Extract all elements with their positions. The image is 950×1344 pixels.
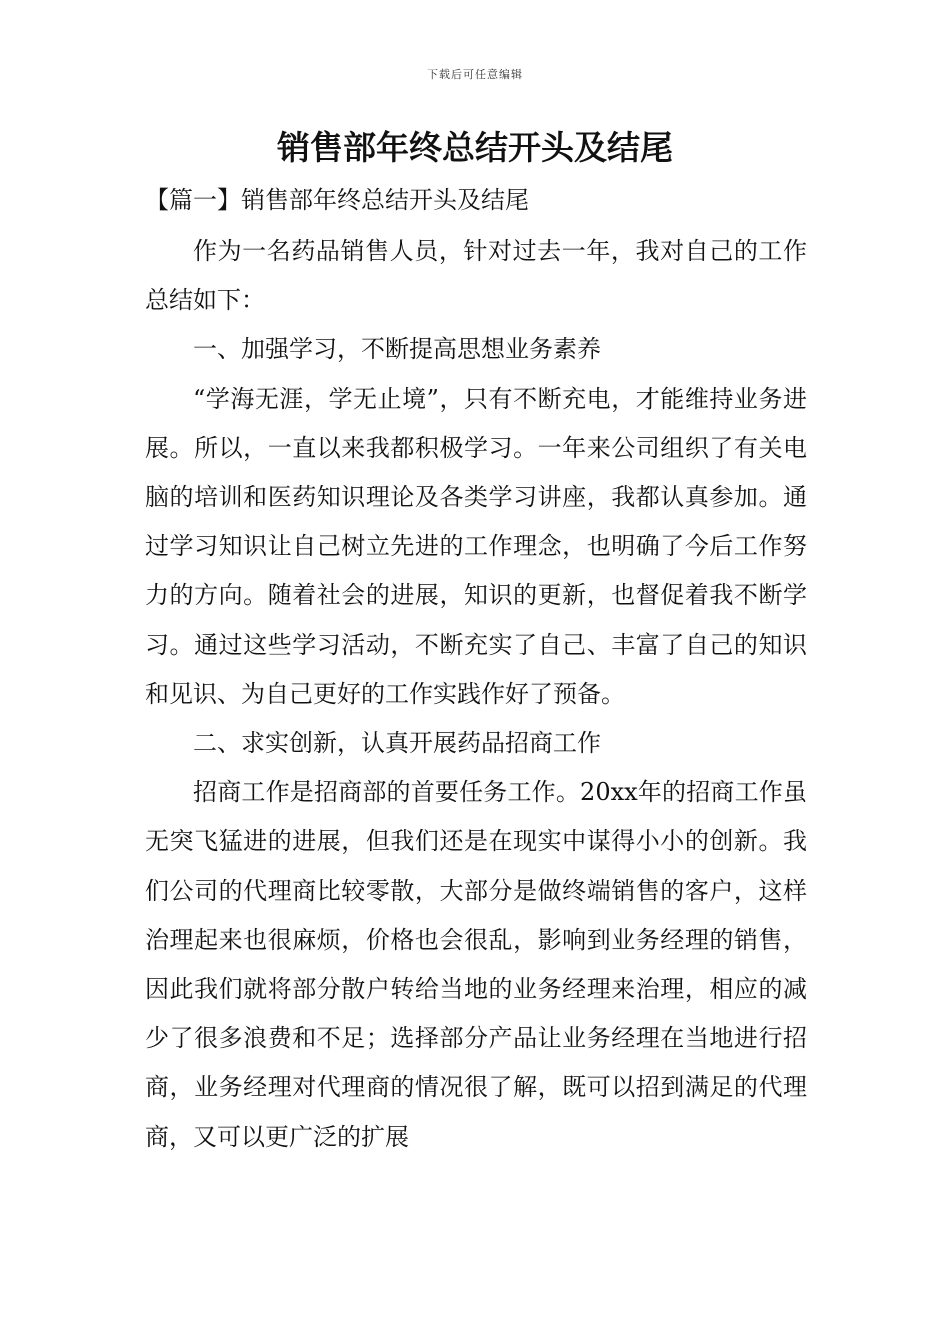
point-2-heading: 二、求实创新，认真开展药品招商工作 [193, 729, 601, 758]
point-2-paragraph: 招商工作是招商部的首要任务工作。20xx年的招商工作虽无突飞猛进的进展，但我们还是在现实中谋得小小的创新。我们公司的代理商比较零散，大部分是做终端销售的客户，这样治理起来也很麻烦，价格也会很乱，影响到业务经理的销售，因此我们就将部分散户转给当地的业务经理来治理，相应的减少了很多浪费和不足；选择部分产品让业务经理在当地进行招商，业务经理对代理商的情况很了解，既可以招到满足的代理商，又可以更广泛的扩展 [145, 778, 807, 1151]
section-heading: 【篇一】销售部年终总结开头及结尾 [145, 186, 529, 214]
point-1-paragraph: “学海无涯，学无止境”，只有不断充电，才能维持业务进展。所以，一直以来我都积极学习。一年来公司组织了有关电脑的培训和医药知识理论及各类学习讲座，我都认真参加。通过学习知识让自己树立先进的工作理念，也明确了今后工作努力的方向。随着社会的进展，知识的更新，也督促着我不断学习。通过这些学习活动，不断充实了自己、丰富了自己的知识和见识、为自己更好的工作实践作好了预备。 [145, 384, 807, 708]
document-body [145, 227, 807, 1162]
point-1-heading: 一、加强学习，不断提高思想业务素养 [193, 335, 601, 364]
intro-paragraph: 作为一名药品销售人员，针对过去一年，我对自己的工作总结如下： [145, 237, 807, 315]
document-title: 销售部年终总结开头及结尾 [277, 128, 673, 167]
header-note: 下载后可任意编辑 [427, 68, 523, 81]
